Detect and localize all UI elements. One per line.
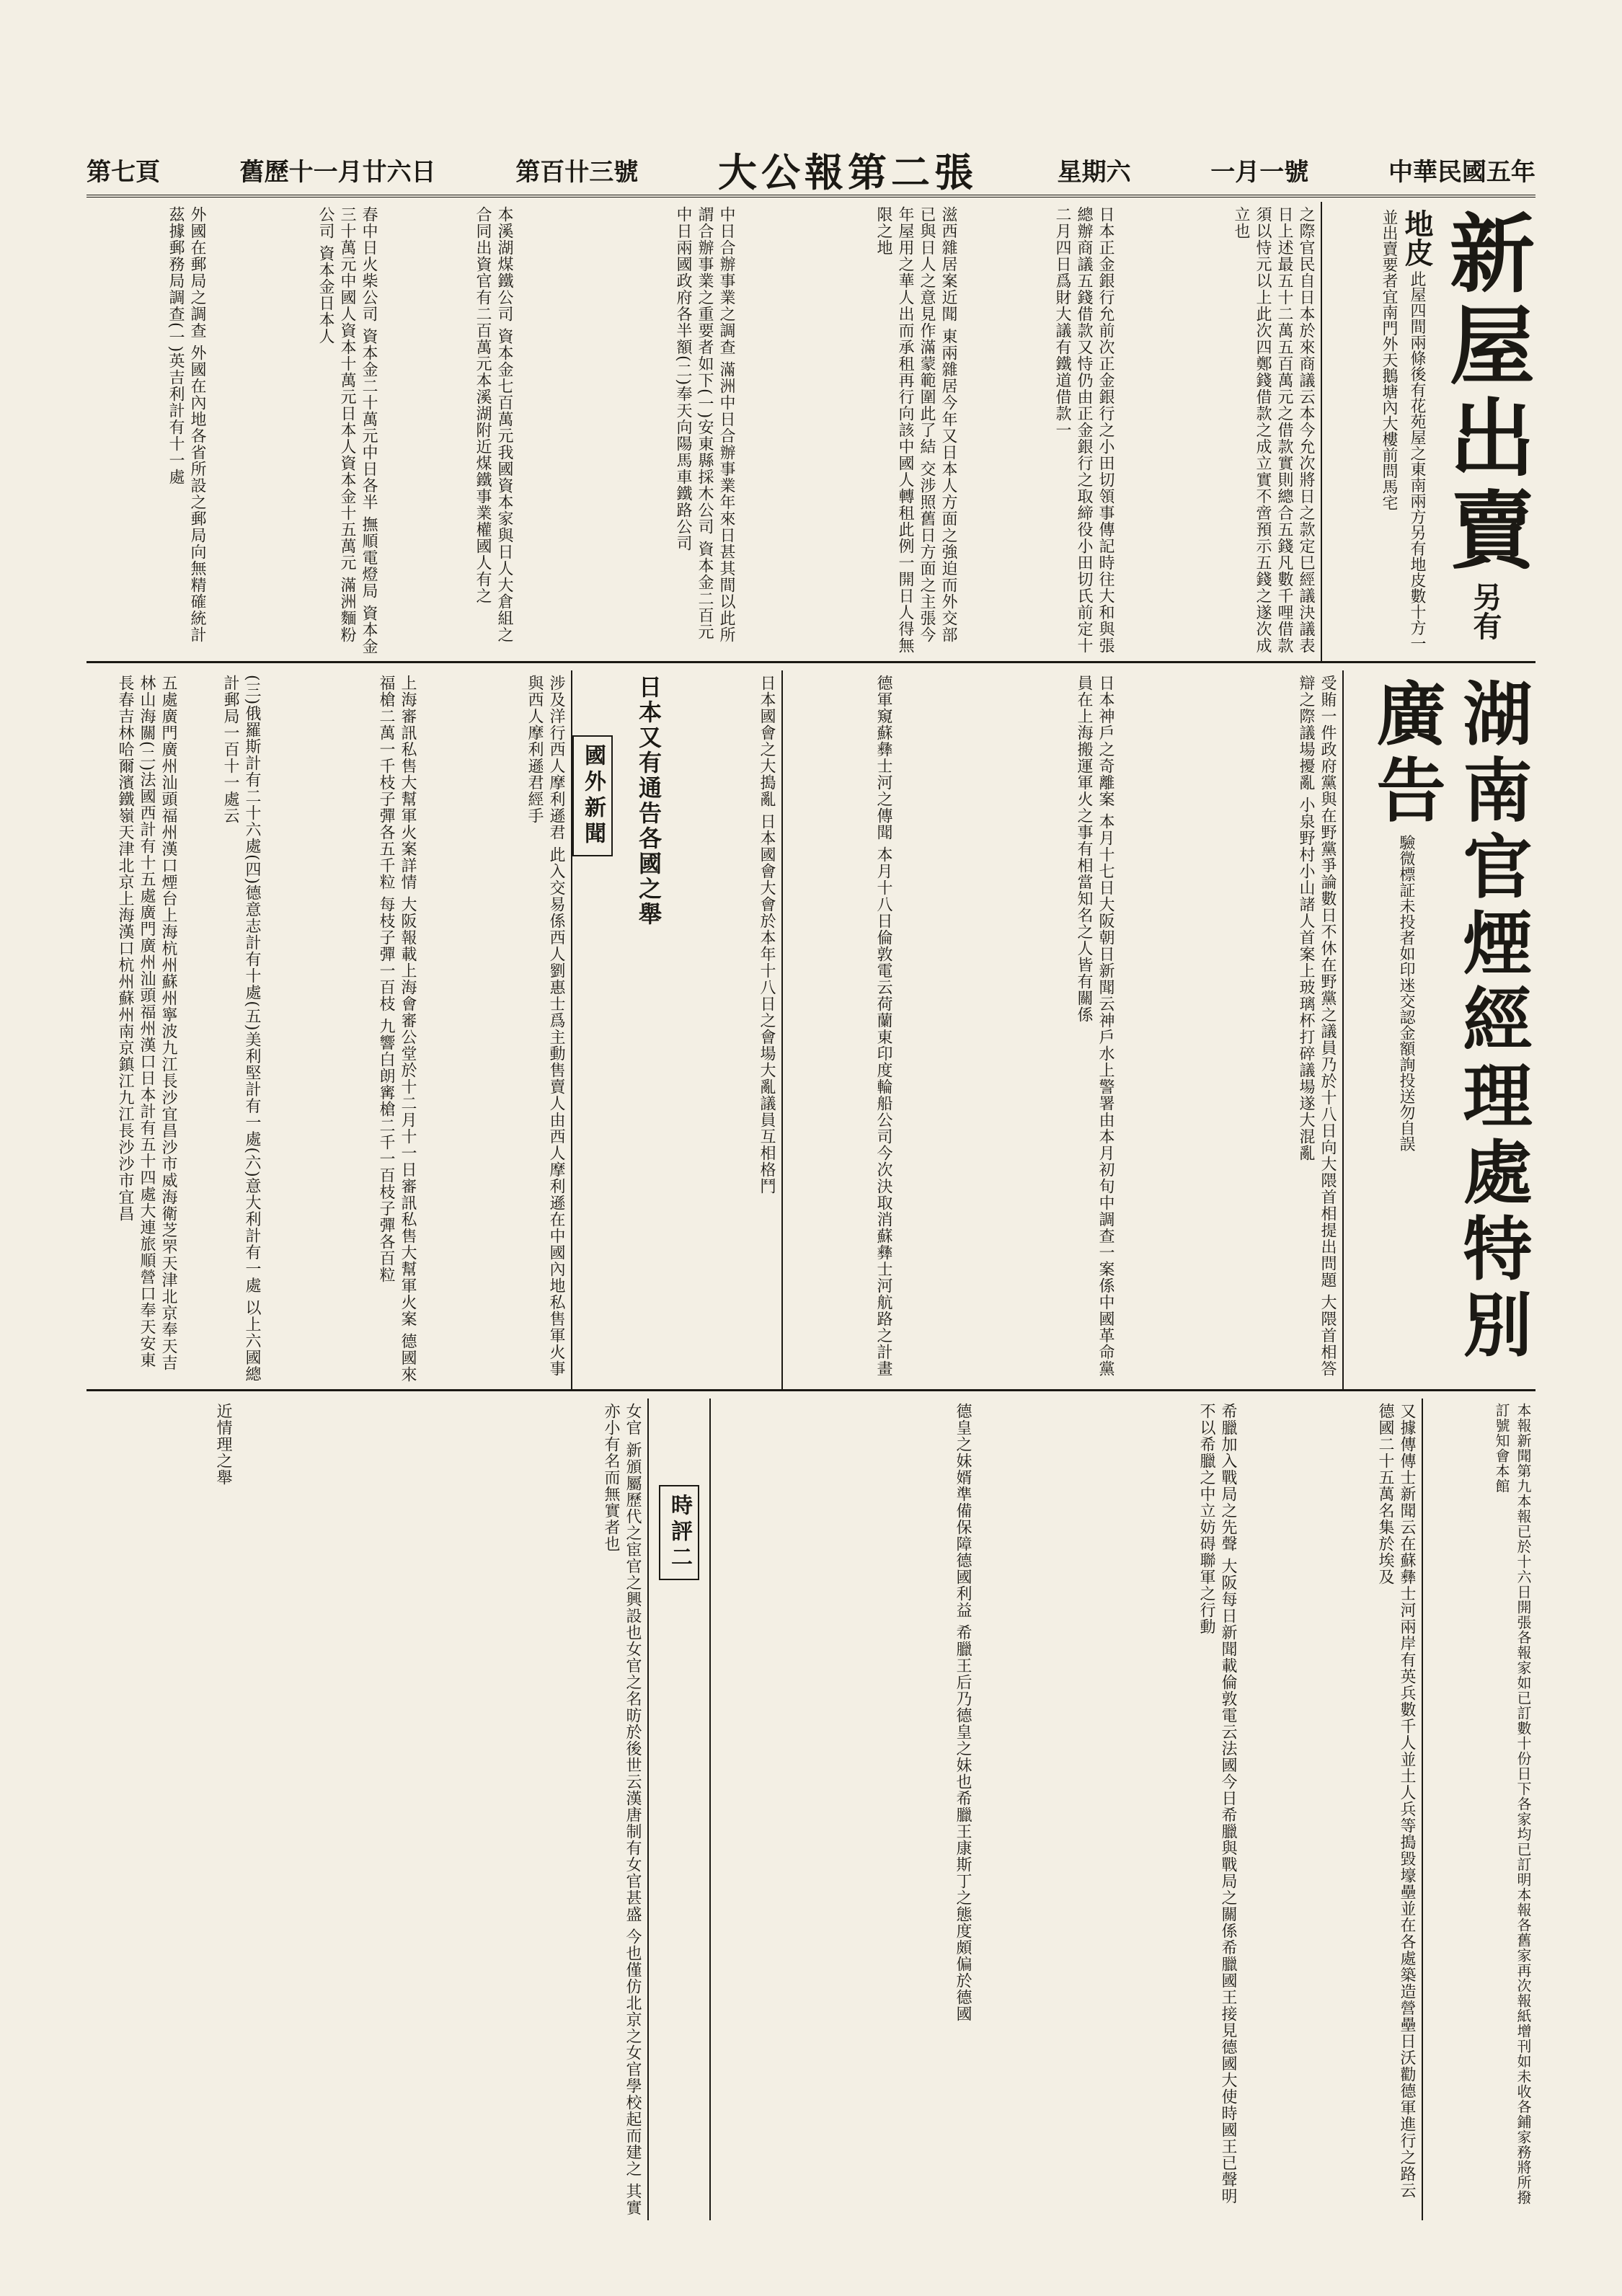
article-egypt: 又據傳傳士新聞云在蘇彝士河兩岸有英兵數千人並土人兵等搗毀壕壘並在各處築造營壘日沃勸德軍進行之路云 德國二十五萬名集於埃及	[1376, 1403, 1416, 2199]
ad-text: 此屋四間兩條後有花苑屋之東南兩方另有地皮數十方一並出賣要者宜南門外天鵝塘內大樓前問馬宅	[1380, 209, 1426, 652]
date-line: 中華民國五年	[1388, 157, 1535, 187]
article-loan-2: 日本正金銀行允前次正金銀行之小田切領事傳記時往大和與張總辦商議五錢借款又恃仍由正金銀行之取締役小田切氏前定十二月四日爲財大議有鐵道借款一	[1053, 206, 1114, 654]
article-foreign-post: 外國在郵局之調查 外國在內地各省所設之郵局向無精確統計茲據郵務局調查(一)英吉利計有十一處	[167, 206, 206, 643]
column-rule	[781, 670, 783, 1389]
notice-box: 本報新聞第九本報已於十六日開張各報家如已訂數十份日下各家均已訂明本報各舊家再次報紙增刊如未收各鋪家務將所撥訂號知會本館	[1493, 1403, 1532, 2205]
hunan-ad-note: 驗微標証未投者如印迷交認金額詢投送勿自誤	[1397, 834, 1415, 1152]
weekday: 星期六	[1057, 157, 1131, 187]
article-greece: 希臘加入戰局之先聲 大阪每日新聞載倫敦電云法國今日希臘與戰局之關係希臘國王接見德國大使時國王已聲明不以希臘之中立妨碍聯軍之行動	[1197, 1403, 1237, 2204]
article-diet-riot: 受賄一件政府黨與在野黨爭論數日不休在野黨之議員乃於十八日向大隈首相提出問題 大隈首相答辯之際議場擾亂 小泉野村小山諸人首案上玻璃杯打碎議場遂大混亂	[1297, 675, 1337, 1377]
article-japan-notice: 日本又有通告各國之舉	[635, 675, 662, 927]
article-benxihu: 本溪湖煤鐵公司 資本金七百萬元我國資本家與日人大倉組之合同出資官有二百萬元本溪湖附近煤鐵事業權國人有之	[474, 206, 513, 643]
masthead-bar	[87, 144, 1535, 198]
article-arms-case: 上海審訊私售大幫軍火案詳情 大阪報載上海會審公堂於十二月十一日審訊私售大幫軍火案 德國來福槍二萬一千枝子彈各五千粒 每枝子彈一百枝 九響白朗寗槍二千一百枝子彈各百粒	[377, 675, 417, 1383]
article-kaiser: 德皇之妹婿準備保障德國利益 希臘王后乃德皇之妹也希臘王康斯丁之態度頗偏於德國	[954, 1403, 972, 2022]
column-rule	[1321, 202, 1322, 661]
hunan-official-ad	[1348, 670, 1535, 1389]
top-band	[87, 202, 1535, 663]
column-rule	[1342, 670, 1344, 1389]
ad-title: 新屋出賣	[1435, 209, 1535, 578]
article-morrison: 涉及洋行西人摩利遜君 此入交易係西人劉惠士爲主動售賣人由西人摩利遜在中國內地私售軍火事與西人摩利遜君經手	[526, 675, 565, 1377]
article-suez-rumor: 德軍窺蘇彝士河之傳聞 本月十八日倫敦電云荷蘭東印度輪船公司今次決取消蘇彝士河航路之計畫	[874, 675, 892, 1377]
article-loan-1: 之際官民自日本於來商議云本今允次將日之款定巳經議決議表日上述最五十二萬五百萬元之借款實則總合五錢凡數千哩借款須以恃元以上此次四鄭錢借款之成立實不啻預示五錢之遂次成立也	[1232, 206, 1315, 654]
article-sino-japanese: 中日合辦事業之調查 滿洲中日合辦事業年來日甚其間以此所謂合辦事業之重要者如下(一)安東縣採木公司 資本金二百元中日兩國政府各半額(二)奉天向陽馬車鐵路公司	[674, 206, 735, 643]
foreign-news-header: 國外新聞	[572, 735, 613, 856]
article-japan-diet: 日本國會之大搗亂 日本國會大會於本年十八日之會場大亂議員互相格鬥	[758, 675, 776, 1194]
article-companies: 春中日火柴公司 資本金二十萬元中日各半 撫順電燈局 資本金三十萬元中國人資本十萬元日本人資本金十五萬元 滿洲麵粉公司 資本金日本人	[316, 206, 378, 655]
issue-number: 第百卄三號	[515, 157, 639, 187]
hunan-ad-title: 湖南官煙經理處特別廣告	[1365, 678, 1533, 1365]
column-rule	[571, 670, 572, 1389]
house-sale-ad	[1326, 202, 1535, 661]
page-number: 第七頁	[87, 157, 160, 187]
article-liaoxi: 滋西雜居案近聞 東兩雜居今年又日本人方面之強迫而外交部已與日人之意見作滿蒙範圍此了結 交涉照舊日方面之主張今年屋用之華人出而承租再行向該中國人轉租此例一開日人得無限之地	[874, 206, 957, 654]
ad-subtitle: 另有地皮	[1400, 209, 1502, 640]
paper-title: 大公報第二張	[717, 149, 978, 195]
column-rule	[647, 1399, 649, 2220]
column-rule	[1422, 1399, 1423, 2220]
bottom-band	[87, 1399, 1535, 2220]
commentary-header: 時評二	[659, 1485, 699, 1580]
article-post-count: (三)俄羅斯計有二十六處(四)德意志計有十處(五)美利堅計有一處(六)意大利計有一處 以上六國總計郵局一百十一處云	[221, 675, 261, 1383]
middle-band	[87, 670, 1535, 1391]
lunar-date: 舊歷十一月廿六日	[239, 157, 436, 187]
article-closing: 近情理之舉	[214, 1403, 232, 1486]
column-rule	[709, 1399, 711, 2220]
article-kobe-case: 日本神戶之奇離案 本月十七日大阪朝日新聞云神戶水上警署由本月初旬中調查一案係中國革命黨員在上海搬運軍火之事有相當知名之人皆有關係	[1075, 675, 1114, 1377]
article-post-list: 五處廣門廣州汕頭福州漢口煙台上海杭州蘇州寧波九江長沙宜昌沙市威海衛芝罘天津北京奉天吉林山海關(二)法國西計有十五處廣門廣州汕頭福州漢口日本計有五十四處大連旅順營口奉天安東長春吉林哈爾濱鐵嶺天津北京上海漢口杭州蘇州南京鎮江九江長沙沙市宜昌	[116, 675, 177, 1371]
month-day: 一月一號	[1210, 157, 1309, 187]
article-female-officials: 女官 新頒屬歷代之宦官之興設也女官之名昉於後世云漢唐制有女官甚盛 今也僅仿北京之女官學校起而建之 其實亦小有名而無實者也	[602, 1403, 642, 2216]
